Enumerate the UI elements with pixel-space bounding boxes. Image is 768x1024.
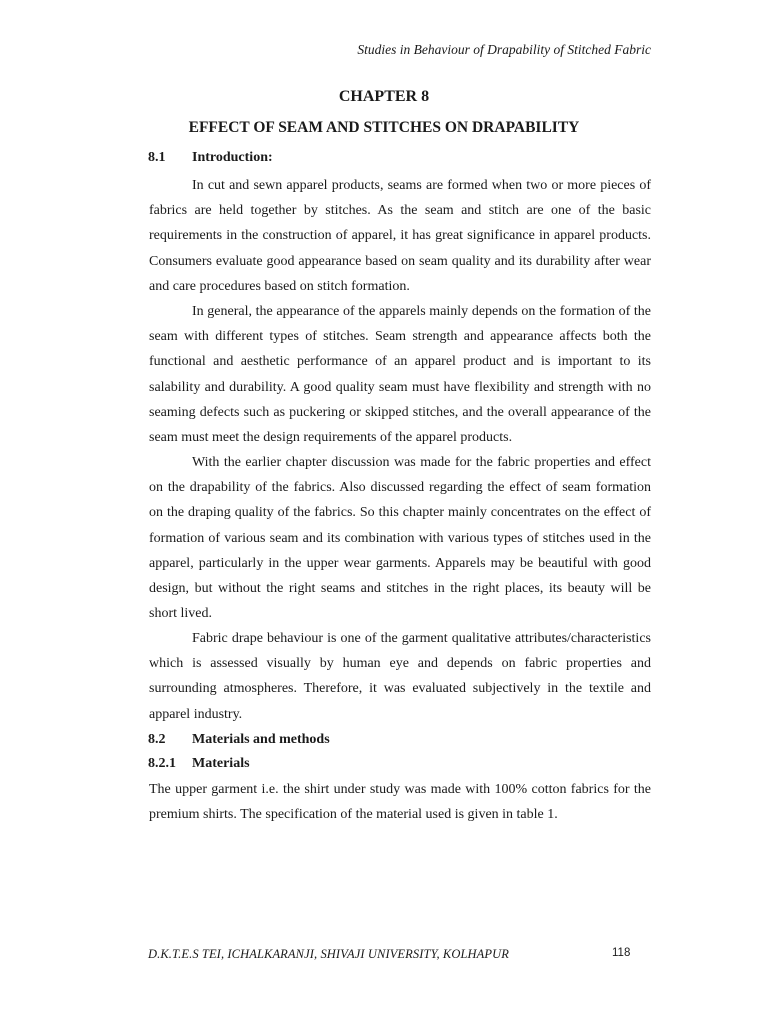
paragraph-intro-4: Fabric drape behaviour is one of the garment qualitative attributes/characteristics which is assessed visually by human eye and depends on fabric properties and surrounding atmospheres. Therefore, it was evaluated subjectively in the textile and apparel industry. xyxy=(149,631,651,722)
section-heading-8-1 xyxy=(148,150,273,166)
section-title: Materials and methods xyxy=(192,732,330,747)
paragraph-materials: The upper garment i.e. the shirt under study was made with 100% cotton fabrics for the premium shirts. The specification of the material used is given in table 1. xyxy=(149,782,651,823)
section-number: 8.2 xyxy=(148,732,166,747)
section-heading-8-2-1 xyxy=(148,756,250,772)
section-number: 8.1 xyxy=(148,150,166,165)
footer-institution: D.K.T.E.S TEI, ICHALKARANJI, SHIVAJI UNIVERSITY, KOLHAPUR xyxy=(148,947,510,961)
section-title: Materials xyxy=(192,756,250,771)
paragraph-intro-2: In general, the appearance of the apparels mainly depends on the formation of the seam with different types of stitches. Seam strength and appearance affects both the functional and aesthetic performance of an apparel product and is important to its salability and durability. A good quality seam must have flexibility and strength with no seaming defects such as puckering or skipped stitches, and the overall appearance of the seam must meet the design requirements of the apparel products. xyxy=(149,304,651,446)
chapter-number: CHAPTER 8 xyxy=(338,88,430,105)
running-header: Studies in Behaviour of Drapability of Stitched Fabric xyxy=(357,42,651,57)
chapter-title: EFFECT OF SEAM AND STITCHES ON DRAPABILITY xyxy=(188,119,580,136)
section-heading-8-2 xyxy=(148,732,330,748)
section-number: 8.2.1 xyxy=(148,756,176,771)
section-title: Introduction: xyxy=(192,150,273,165)
paragraph-intro-1: In cut and sewn apparel products, seams are formed when two or more pieces of fabrics are held together by stitches. As the seam and stitch are one of the basic requirements in the construction of apparel, it has great significance in apparel products. Consumers evaluate good appearance based on seam quality and its durability after wear and care procedures based on stitch formation. xyxy=(149,178,651,294)
paragraph-intro-3: With the earlier chapter discussion was made for the fabric properties and effect on the drapability of the fabrics. Also discussed regarding the effect of seam formation on the draping quality of the fabrics. So this chapter mainly concentrates on the effect of formation of various seam and its combination with various types of stitches used in the apparel, particularly in the upper wear garments. Apparels may be beautiful with good design, but without the right seams and stitches in the right places, its beauty will be short lived. xyxy=(149,455,651,622)
page-number: 118 xyxy=(612,947,631,959)
